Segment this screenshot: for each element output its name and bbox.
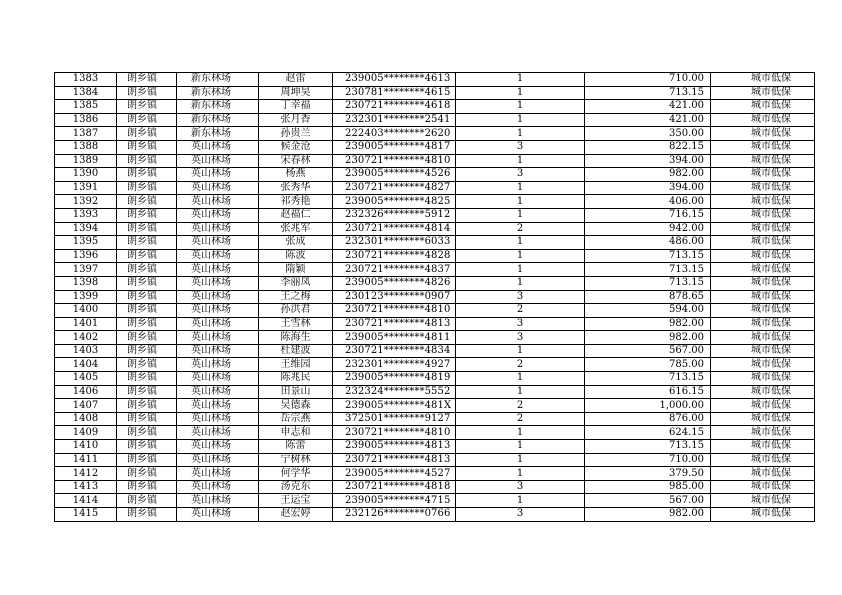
row-number-cell: 1407: [55, 399, 117, 413]
household-count-cell: 3: [456, 508, 585, 522]
row-number-cell: 1389: [55, 154, 117, 168]
forest-farm-cell: 英山林场: [177, 208, 259, 222]
household-count-cell: 1: [456, 453, 585, 467]
assistance-type-cell: 城市低保: [711, 181, 815, 195]
name-cell: 陈蕾: [259, 440, 333, 454]
row-number-cell: 1393: [55, 208, 117, 222]
assistance-type-cell: 城市低保: [711, 317, 815, 331]
household-count-cell: 1: [456, 440, 585, 454]
amount-cell: 486.00: [585, 236, 711, 250]
household-count-cell: 2: [456, 412, 585, 426]
assistance-type-cell: 城市低保: [711, 263, 815, 277]
table-row: [55, 249, 815, 263]
table-row: [55, 290, 815, 304]
town-cell: 朗乡镇: [117, 100, 177, 114]
forest-farm-cell: 英山林场: [177, 290, 259, 304]
row-number-cell: 1395: [55, 236, 117, 250]
amount-cell: 1,000.00: [585, 399, 711, 413]
household-count-cell: 3: [456, 317, 585, 331]
forest-farm-cell: 新东林场: [177, 73, 259, 87]
household-count-cell: 3: [456, 480, 585, 494]
row-number-cell: 1402: [55, 331, 117, 345]
id-number-cell: 230721********4828: [333, 249, 456, 263]
town-cell: 朗乡镇: [117, 494, 177, 508]
name-cell: 汤克东: [259, 480, 333, 494]
name-cell: 赵宏婷: [259, 508, 333, 522]
amount-cell: 594.00: [585, 304, 711, 318]
id-number-cell: 230781********4615: [333, 86, 456, 100]
amount-cell: 713.15: [585, 372, 711, 386]
name-cell: 孙贵兰: [259, 127, 333, 141]
assistance-type-cell: 城市低保: [711, 480, 815, 494]
town-cell: 朗乡镇: [117, 344, 177, 358]
row-number-cell: 1404: [55, 358, 117, 372]
id-number-cell: 239005********481X: [333, 399, 456, 413]
assistance-type-cell: 城市低保: [711, 344, 815, 358]
row-number-cell: 1411: [55, 453, 117, 467]
id-number-cell: 239005********4817: [333, 140, 456, 154]
forest-farm-cell: 英山林场: [177, 344, 259, 358]
forest-farm-cell: 英山林场: [177, 453, 259, 467]
table-row: [55, 208, 815, 222]
assistance-type-cell: 城市低保: [711, 222, 815, 236]
name-cell: 王雪林: [259, 317, 333, 331]
id-number-cell: 230721********4814: [333, 222, 456, 236]
name-cell: 祁秀艳: [259, 195, 333, 209]
forest-farm-cell: 英山林场: [177, 494, 259, 508]
name-cell: 孙洪君: [259, 304, 333, 318]
id-number-cell: 230721********4813: [333, 453, 456, 467]
assistance-type-cell: 城市低保: [711, 195, 815, 209]
assistance-type-cell: 城市低保: [711, 249, 815, 263]
table-row: [55, 480, 815, 494]
name-cell: 王之梅: [259, 290, 333, 304]
name-cell: 岳宗燕: [259, 412, 333, 426]
id-number-cell: 372501********9127: [333, 412, 456, 426]
amount-cell: 394.00: [585, 181, 711, 195]
household-count-cell: 1: [456, 467, 585, 481]
table-row: [55, 140, 815, 154]
town-cell: 朗乡镇: [117, 168, 177, 182]
table-row: [55, 86, 815, 100]
town-cell: 朗乡镇: [117, 236, 177, 250]
data-table: [54, 72, 815, 522]
id-number-cell: 232301********2541: [333, 113, 456, 127]
household-count-cell: 1: [456, 344, 585, 358]
forest-farm-cell: 英山林场: [177, 195, 259, 209]
row-number-cell: 1410: [55, 440, 117, 454]
table-row: [55, 358, 815, 372]
name-cell: 宋春林: [259, 154, 333, 168]
forest-farm-cell: 英山林场: [177, 181, 259, 195]
name-cell: 吴德森: [259, 399, 333, 413]
row-number-cell: 1390: [55, 168, 117, 182]
row-number-cell: 1414: [55, 494, 117, 508]
assistance-type-cell: 城市低保: [711, 508, 815, 522]
table-row: [55, 154, 815, 168]
town-cell: 朗乡镇: [117, 181, 177, 195]
town-cell: 朗乡镇: [117, 412, 177, 426]
household-count-cell: 2: [456, 358, 585, 372]
household-count-cell: 1: [456, 154, 585, 168]
amount-cell: 982.00: [585, 331, 711, 345]
household-count-cell: 1: [456, 276, 585, 290]
row-number-cell: 1387: [55, 127, 117, 141]
table-row: [55, 276, 815, 290]
table-row: [55, 263, 815, 277]
id-number-cell: 239005********4526: [333, 168, 456, 182]
assistance-type-cell: 城市低保: [711, 494, 815, 508]
id-number-cell: 239005********4811: [333, 331, 456, 345]
assistance-type-cell: 城市低保: [711, 304, 815, 318]
household-count-cell: 1: [456, 426, 585, 440]
assistance-type-cell: 城市低保: [711, 127, 815, 141]
household-count-cell: 1: [456, 195, 585, 209]
table-row: [55, 399, 815, 413]
id-number-cell: 239005********4613: [333, 73, 456, 87]
name-cell: 申志和: [259, 426, 333, 440]
row-number-cell: 1413: [55, 480, 117, 494]
assistance-type-cell: 城市低保: [711, 290, 815, 304]
id-number-cell: 239005********4813: [333, 440, 456, 454]
forest-farm-cell: 英山林场: [177, 426, 259, 440]
table-row: [55, 508, 815, 522]
name-cell: 隋颖: [259, 263, 333, 277]
amount-cell: 713.15: [585, 440, 711, 454]
name-cell: 田景山: [259, 385, 333, 399]
household-count-cell: 3: [456, 331, 585, 345]
amount-cell: 616.15: [585, 385, 711, 399]
town-cell: 朗乡镇: [117, 440, 177, 454]
id-number-cell: 230721********4813: [333, 317, 456, 331]
amount-cell: 876.00: [585, 412, 711, 426]
id-number-cell: 232126********0766: [333, 508, 456, 522]
name-cell: 李丽凤: [259, 276, 333, 290]
forest-farm-cell: 英山林场: [177, 412, 259, 426]
forest-farm-cell: 新东林场: [177, 100, 259, 114]
household-count-cell: 3: [456, 140, 585, 154]
assistance-type-cell: 城市低保: [711, 453, 815, 467]
household-count-cell: 3: [456, 168, 585, 182]
id-number-cell: 232326********5912: [333, 208, 456, 222]
assistance-type-cell: 城市低保: [711, 426, 815, 440]
row-number-cell: 1405: [55, 372, 117, 386]
name-cell: 王运宝: [259, 494, 333, 508]
amount-cell: 421.00: [585, 100, 711, 114]
name-cell: 杜建波: [259, 344, 333, 358]
row-number-cell: 1394: [55, 222, 117, 236]
household-count-cell: 2: [456, 304, 585, 318]
row-number-cell: 1385: [55, 100, 117, 114]
assistance-type-cell: 城市低保: [711, 208, 815, 222]
town-cell: 朗乡镇: [117, 467, 177, 481]
amount-cell: 421.00: [585, 113, 711, 127]
forest-farm-cell: 英山林场: [177, 263, 259, 277]
town-cell: 朗乡镇: [117, 331, 177, 345]
forest-farm-cell: 英山林场: [177, 331, 259, 345]
amount-cell: 710.00: [585, 73, 711, 87]
town-cell: 朗乡镇: [117, 358, 177, 372]
table-row: [55, 344, 815, 358]
forest-farm-cell: 英山林场: [177, 372, 259, 386]
id-number-cell: 239005********4825: [333, 195, 456, 209]
assistance-type-cell: 城市低保: [711, 467, 815, 481]
amount-cell: 985.00: [585, 480, 711, 494]
table-row: [55, 181, 815, 195]
assistance-type-cell: 城市低保: [711, 168, 815, 182]
household-count-cell: 1: [456, 372, 585, 386]
table-row: [55, 440, 815, 454]
assistance-type-cell: 城市低保: [711, 140, 815, 154]
row-number-cell: 1415: [55, 508, 117, 522]
town-cell: 朗乡镇: [117, 426, 177, 440]
household-count-cell: 1: [456, 113, 585, 127]
name-cell: 张秀华: [259, 181, 333, 195]
name-cell: 张月香: [259, 113, 333, 127]
amount-cell: 394.00: [585, 154, 711, 168]
household-count-cell: 1: [456, 73, 585, 87]
id-number-cell: 230721********4837: [333, 263, 456, 277]
household-count-cell: 1: [456, 385, 585, 399]
row-number-cell: 1406: [55, 385, 117, 399]
table-row: [55, 412, 815, 426]
amount-cell: 406.00: [585, 195, 711, 209]
id-number-cell: 230721********4810: [333, 426, 456, 440]
town-cell: 朗乡镇: [117, 399, 177, 413]
name-cell: 张兆军: [259, 222, 333, 236]
forest-farm-cell: 英山林场: [177, 467, 259, 481]
assistance-type-cell: 城市低保: [711, 385, 815, 399]
town-cell: 朗乡镇: [117, 208, 177, 222]
amount-cell: 982.00: [585, 168, 711, 182]
name-cell: 陈波: [259, 249, 333, 263]
assistance-type-cell: 城市低保: [711, 412, 815, 426]
assistance-type-cell: 城市低保: [711, 73, 815, 87]
row-number-cell: 1396: [55, 249, 117, 263]
row-number-cell: 1409: [55, 426, 117, 440]
forest-farm-cell: 英山林场: [177, 168, 259, 182]
town-cell: 朗乡镇: [117, 195, 177, 209]
amount-cell: 716.15: [585, 208, 711, 222]
household-count-cell: 1: [456, 208, 585, 222]
table-row: [55, 236, 815, 250]
assistance-type-cell: 城市低保: [711, 113, 815, 127]
name-cell: 陈兆民: [259, 372, 333, 386]
table-row: [55, 385, 815, 399]
id-number-cell: 222403********2620: [333, 127, 456, 141]
row-number-cell: 1408: [55, 412, 117, 426]
id-number-cell: 230721********4834: [333, 344, 456, 358]
town-cell: 朗乡镇: [117, 140, 177, 154]
forest-farm-cell: 新东林场: [177, 86, 259, 100]
household-count-cell: 1: [456, 249, 585, 263]
forest-farm-cell: 英山林场: [177, 358, 259, 372]
household-count-cell: 1: [456, 494, 585, 508]
assistance-type-cell: 城市低保: [711, 358, 815, 372]
forest-farm-cell: 英山林场: [177, 276, 259, 290]
id-number-cell: 230721********4827: [333, 181, 456, 195]
table-row: [55, 304, 815, 318]
household-count-cell: 3: [456, 290, 585, 304]
forest-farm-cell: 英山林场: [177, 440, 259, 454]
amount-cell: 713.15: [585, 276, 711, 290]
household-count-cell: 1: [456, 181, 585, 195]
forest-farm-cell: 英山林场: [177, 249, 259, 263]
amount-cell: 350.00: [585, 127, 711, 141]
household-count-cell: 1: [456, 263, 585, 277]
assistance-type-cell: 城市低保: [711, 276, 815, 290]
table-row: [55, 168, 815, 182]
household-count-cell: 1: [456, 86, 585, 100]
table-row: [55, 127, 815, 141]
row-number-cell: 1401: [55, 317, 117, 331]
row-number-cell: 1384: [55, 86, 117, 100]
row-number-cell: 1403: [55, 344, 117, 358]
table-row: [55, 100, 815, 114]
town-cell: 朗乡镇: [117, 372, 177, 386]
assistance-type-cell: 城市低保: [711, 154, 815, 168]
table-row: [55, 467, 815, 481]
row-number-cell: 1392: [55, 195, 117, 209]
amount-cell: 982.00: [585, 317, 711, 331]
forest-farm-cell: 新东林场: [177, 113, 259, 127]
town-cell: 朗乡镇: [117, 480, 177, 494]
assistance-type-cell: 城市低保: [711, 86, 815, 100]
id-number-cell: 239005********4715: [333, 494, 456, 508]
id-number-cell: 239005********4819: [333, 372, 456, 386]
name-cell: 丁幸福: [259, 100, 333, 114]
forest-farm-cell: 英山林场: [177, 317, 259, 331]
id-number-cell: 230721********4818: [333, 480, 456, 494]
row-number-cell: 1400: [55, 304, 117, 318]
town-cell: 朗乡镇: [117, 127, 177, 141]
town-cell: 朗乡镇: [117, 290, 177, 304]
row-number-cell: 1383: [55, 73, 117, 87]
town-cell: 朗乡镇: [117, 317, 177, 331]
amount-cell: 982.00: [585, 508, 711, 522]
row-number-cell: 1397: [55, 263, 117, 277]
town-cell: 朗乡镇: [117, 73, 177, 87]
row-number-cell: 1386: [55, 113, 117, 127]
amount-cell: 785.00: [585, 358, 711, 372]
town-cell: 朗乡镇: [117, 453, 177, 467]
forest-farm-cell: 英山林场: [177, 508, 259, 522]
assistance-type-cell: 城市低保: [711, 399, 815, 413]
id-number-cell: 230123********0907: [333, 290, 456, 304]
amount-cell: 713.15: [585, 86, 711, 100]
forest-farm-cell: 英山林场: [177, 480, 259, 494]
table-row: [55, 113, 815, 127]
name-cell: 候金沧: [259, 140, 333, 154]
household-count-cell: 1: [456, 100, 585, 114]
row-number-cell: 1391: [55, 181, 117, 195]
id-number-cell: 232301********4927: [333, 358, 456, 372]
amount-cell: 567.00: [585, 494, 711, 508]
town-cell: 朗乡镇: [117, 222, 177, 236]
town-cell: 朗乡镇: [117, 508, 177, 522]
id-number-cell: 230721********4810: [333, 154, 456, 168]
forest-farm-cell: 英山林场: [177, 236, 259, 250]
town-cell: 朗乡镇: [117, 249, 177, 263]
name-cell: 周坤昊: [259, 86, 333, 100]
forest-farm-cell: 英山林场: [177, 222, 259, 236]
table-row: [55, 494, 815, 508]
household-count-cell: 2: [456, 222, 585, 236]
amount-cell: 567.00: [585, 344, 711, 358]
table-body: [55, 73, 815, 522]
table-row: [55, 453, 815, 467]
id-number-cell: 239005********4826: [333, 276, 456, 290]
name-cell: 张成: [259, 236, 333, 250]
town-cell: 朗乡镇: [117, 154, 177, 168]
household-count-cell: 1: [456, 236, 585, 250]
name-cell: 杨燕: [259, 168, 333, 182]
town-cell: 朗乡镇: [117, 263, 177, 277]
forest-farm-cell: 英山林场: [177, 399, 259, 413]
name-cell: 赵雷: [259, 73, 333, 87]
town-cell: 朗乡镇: [117, 304, 177, 318]
assistance-type-cell: 城市低保: [711, 236, 815, 250]
name-cell: 何学华: [259, 467, 333, 481]
id-number-cell: 239005********4527: [333, 467, 456, 481]
id-number-cell: 230721********4618: [333, 100, 456, 114]
name-cell: 陈海生: [259, 331, 333, 345]
amount-cell: 624.15: [585, 426, 711, 440]
assistance-type-cell: 城市低保: [711, 100, 815, 114]
table-row: [55, 195, 815, 209]
row-number-cell: 1399: [55, 290, 117, 304]
town-cell: 朗乡镇: [117, 276, 177, 290]
amount-cell: 822.15: [585, 140, 711, 154]
name-cell: 王维园: [259, 358, 333, 372]
name-cell: 宁树林: [259, 453, 333, 467]
household-count-cell: 2: [456, 399, 585, 413]
town-cell: 朗乡镇: [117, 113, 177, 127]
name-cell: 赵福仁: [259, 208, 333, 222]
amount-cell: 710.00: [585, 453, 711, 467]
id-number-cell: 232324********5552: [333, 385, 456, 399]
table-row: [55, 372, 815, 386]
forest-farm-cell: 英山林场: [177, 304, 259, 318]
assistance-type-cell: 城市低保: [711, 372, 815, 386]
table-row: [55, 426, 815, 440]
table-row: [55, 317, 815, 331]
table-row: [55, 222, 815, 236]
row-number-cell: 1388: [55, 140, 117, 154]
row-number-cell: 1412: [55, 467, 117, 481]
assistance-type-cell: 城市低保: [711, 331, 815, 345]
household-count-cell: 1: [456, 127, 585, 141]
amount-cell: 942.00: [585, 222, 711, 236]
forest-farm-cell: 英山林场: [177, 140, 259, 154]
amount-cell: 713.15: [585, 263, 711, 277]
table-row: [55, 73, 815, 87]
town-cell: 朗乡镇: [117, 86, 177, 100]
amount-cell: 713.15: [585, 249, 711, 263]
amount-cell: 379.50: [585, 467, 711, 481]
forest-farm-cell: 新东林场: [177, 127, 259, 141]
forest-farm-cell: 英山林场: [177, 385, 259, 399]
id-number-cell: 232301********6033: [333, 236, 456, 250]
forest-farm-cell: 英山林场: [177, 154, 259, 168]
amount-cell: 878.65: [585, 290, 711, 304]
row-number-cell: 1398: [55, 276, 117, 290]
id-number-cell: 230721********4810: [333, 304, 456, 318]
assistance-type-cell: 城市低保: [711, 440, 815, 454]
table-row: [55, 331, 815, 345]
town-cell: 朗乡镇: [117, 385, 177, 399]
